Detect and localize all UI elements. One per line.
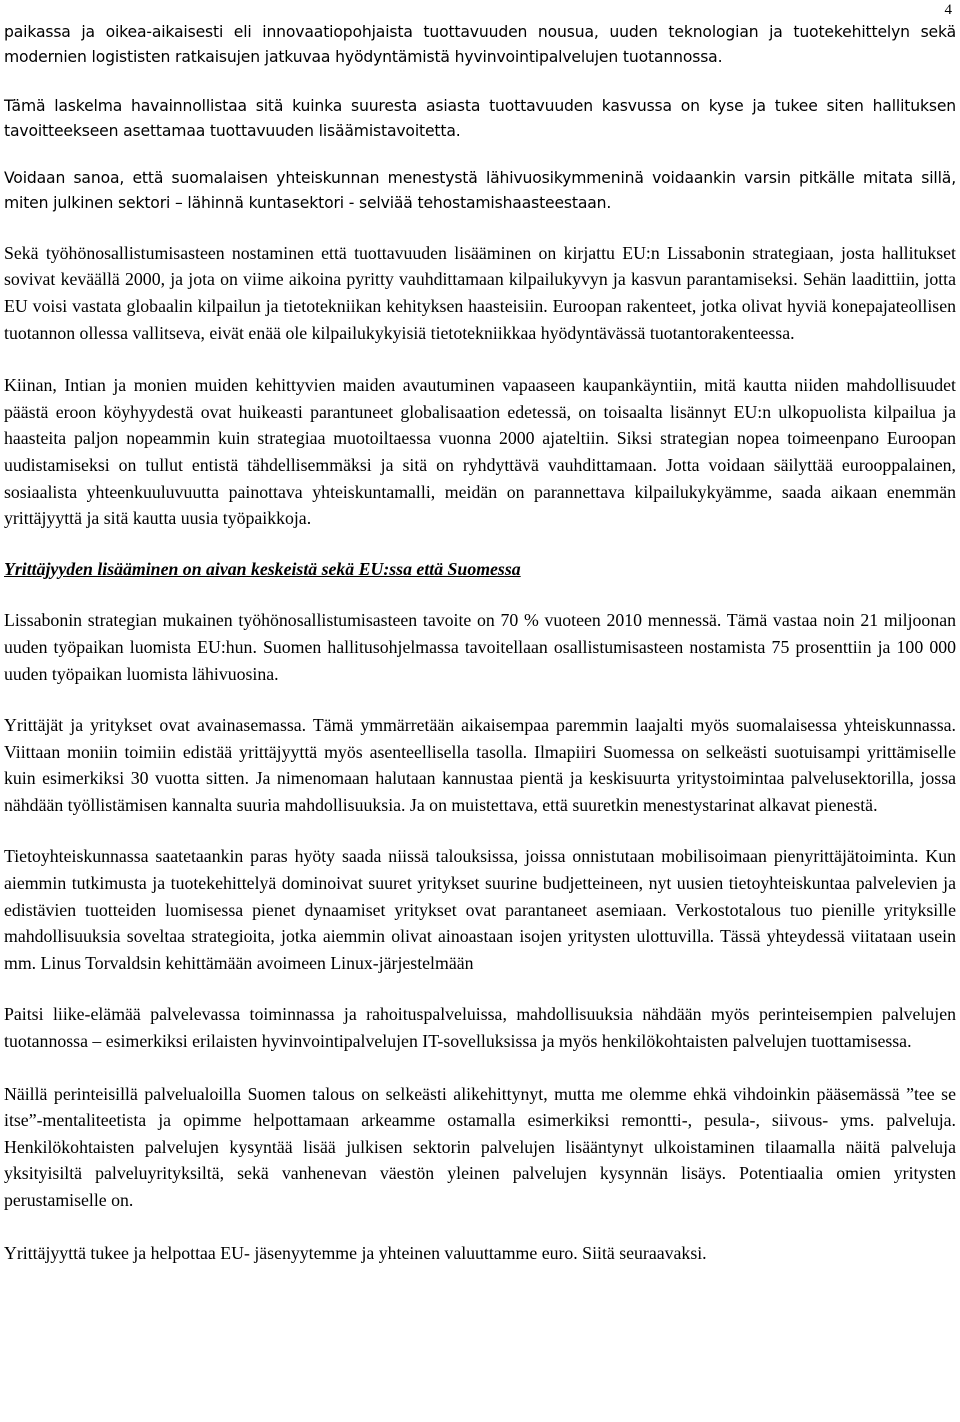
paragraph-lisbon-strategy: Sekä työhönosallistumisasteen nostaminen että tuottavuuden lisääminen on kirjattu EU:n Lissabonin strategiaan, josta hallitukset sovivat keväällä 2000, ja jota on viime aikoina pyritty vauhdittamaan kilpailukyvyn ja kasvun parantamiseksi. Sehän laadittiin, jotta EU voisi vastata globaalin kilpailun ja tietotekniikan kehityksen haasteisiin. Euroopan rakenteet, jotka olivat hyviä konepajateollisen tuotannon ollessa vallitseva, eivät enää ole kilpailukykyisiä tietotekniikkaa hyödyntävässä tuotantorakenteessa. <box>4 242 956 343</box>
paragraph-public-sector: Voidaan sanoa, että suomalaisen yhteiskunnan menestystä lähivuosikymmeninä voidaankin varsin pitkälle mitata sillä, miten julkinen sektori – lähinnä kuntasektori - selviää tehostamishaasteestaan. <box>4 169 956 213</box>
paragraph-productivity-intro: paikassa ja oikea-aikaisesti eli innovaatiopohjaista tuottavuuden nousua, uuden teknologian ja tuotekehittelyn sekä modernien logististen ratkaisujen jatkuvaa hyödyntämistä hyvinvointipalvelujen tuotannossa. <box>4 23 956 67</box>
paragraph-euro-membership: Yrittäjyyttä tukee ja helpottaa EU- jäsenyytemme ja yhteinen valuuttamme euro. Siitä seuraavaksi. <box>4 1242 707 1263</box>
paragraph-personal-services: Näillä perinteisillä palvelualoilla Suomen talous on selkeästi alikehittynyt, mutta me olemme ehkä vihdoinkin pääsemässä ”tee se itse”-mentaliteetista ja opimme helpottamaan arkeamme ostamalla esimerkiksi remontti-, pesula-, siivous- yms. palveluja. Henkilökohtaisten palvelujen kysyntää lisää julkisen sektorin palvelujen lisääntynyt ulkoistaminen tilaamalla näitä palveluja yksityisiltä palveluyrityksiltä, sekä vanhenevan väestön yleinen palvelujen kysynnän lisäys. Potentiaalia omien yritysten perustamiselle on. <box>4 1083 956 1210</box>
paragraph-entrepreneurs-key: Yrittäjät ja yritykset ovat avainasemassa. Tämä ymmärretään aikaisempaa paremmin laajalti myös suomalaisessa yhteiskunnassa. Viittaan moniin toimiin edistää yrittäjyyttä myös asenteellisella tasolla. Ilmapiiri Suomessa on selkeästi suotuisampi yrittämiselle kuin esimerkiksi 30 vuotta sitten. Ja nimenomaan halutaan kannustaa pientä ja keskisuurta yritystoimintaa palvelusektorilla, jossa nähdään työllistämisen kannalta suuria mahdollisuuksia. Ja on muistettava, että suuretkin menestystarinat alkavat pienestä. <box>4 715 956 815</box>
paragraph-employment-target: Lissabonin strategian mukainen työhönosallistumisasteen tavoite on 70 % vuoteen 2010 mennessä. Tämä vastaa noin 21 miljoonan uuden työpaikan luomista EU:hun. Suomen hallitusohjelmassa tavoitellaan osallistumisasteen nostamista 75 prosenttiin ja 100 000 uuden työpaikan luomista lähivuosina. <box>4 610 956 684</box>
document-body <box>4 0 956 1266</box>
paragraph-globalisation: Kiinan, Intian ja monien muiden kehittyvien maiden avautuminen vapaaseen kaupankäyntiin, mitä kautta niiden mahdollisuudet päästä eroon köyhyydestä ovat huikeasti parantuneet globalisaation edetessä, on toisaalta lisännyt EU:n ulkopuolista kilpailua ja haasteita paljon nopeammin kuin strategiaa muotoiltaessa vuonna 2000 ajateltiin. Siksi strategian nopea toimeenpano Euroopan uudistamiseksi on tullut entistä tähdellisemmäksi ja sitä on ryhdyttävä vauhdittamaan. Jotta voidaan säilyttää eurooppalainen, sosiaalista yhteenkuuluvuutta painottava yhteiskuntamalli, meidän on parannettava kilpailukykyämme, saada aikaan enemmän yrittäjyyttä ja sitä kautta uusia työpaikkoja. <box>4 375 956 529</box>
paragraph-information-society: Tietoyhteiskunnassa saatetaankin paras hyöty saada niissä talouksissa, joissa onnistutaan mobilisoimaan pienyrittäjätoiminta. Kun aiemmin tutkimusta ja tuotekehittelyä dominoivat suuret yritykset suurine budjetteineen, nyt uusien tietoyhteiskuntaa palvelevien ja edistävien tuotteiden luomisessa pienet dynaamiset yritykset ovat parantaneet asemiaan. Verkostotalous tuo pienille yrityksille mahdollisuuksia soveltaa strategioita, jotka aiemmin olivat ainoastaan isojen yritysten ulottuvilla. Tässä yhteydessä viitataan usein mm. Linus Torvaldsin kehittämään avoimeen Linux-järjestelmään <box>4 846 956 973</box>
section-heading-entrepreneurship: Yrittäjyyden lisääminen on aivan keskeistä sekä EU:ssa että Suomessa <box>4 558 521 579</box>
page-number: 4 <box>944 2 952 18</box>
paragraph-traditional-services: Paitsi liike-elämää palvelevassa toiminnassa ja rahoituspalveluissa, mahdollisuuksia nähdään myös perinteisempien palvelujen tuotannossa – esimerkiksi erilaisten hyvinvointipalvelujen IT-sovelluksissa ja myös henkilökohtaisten palvelujen tuottamisessa. <box>4 1004 956 1052</box>
paragraph-calculation: Tämä laskelma havainnollistaa sitä kuinka suuresta asiasta tuottavuuden kasvussa on kyse ja tukee siten hallituksen tavoitteekseen asettamaa tuottavuuden lisäämistavoitetta. <box>4 96 956 140</box>
document-page <box>4 0 956 1422</box>
